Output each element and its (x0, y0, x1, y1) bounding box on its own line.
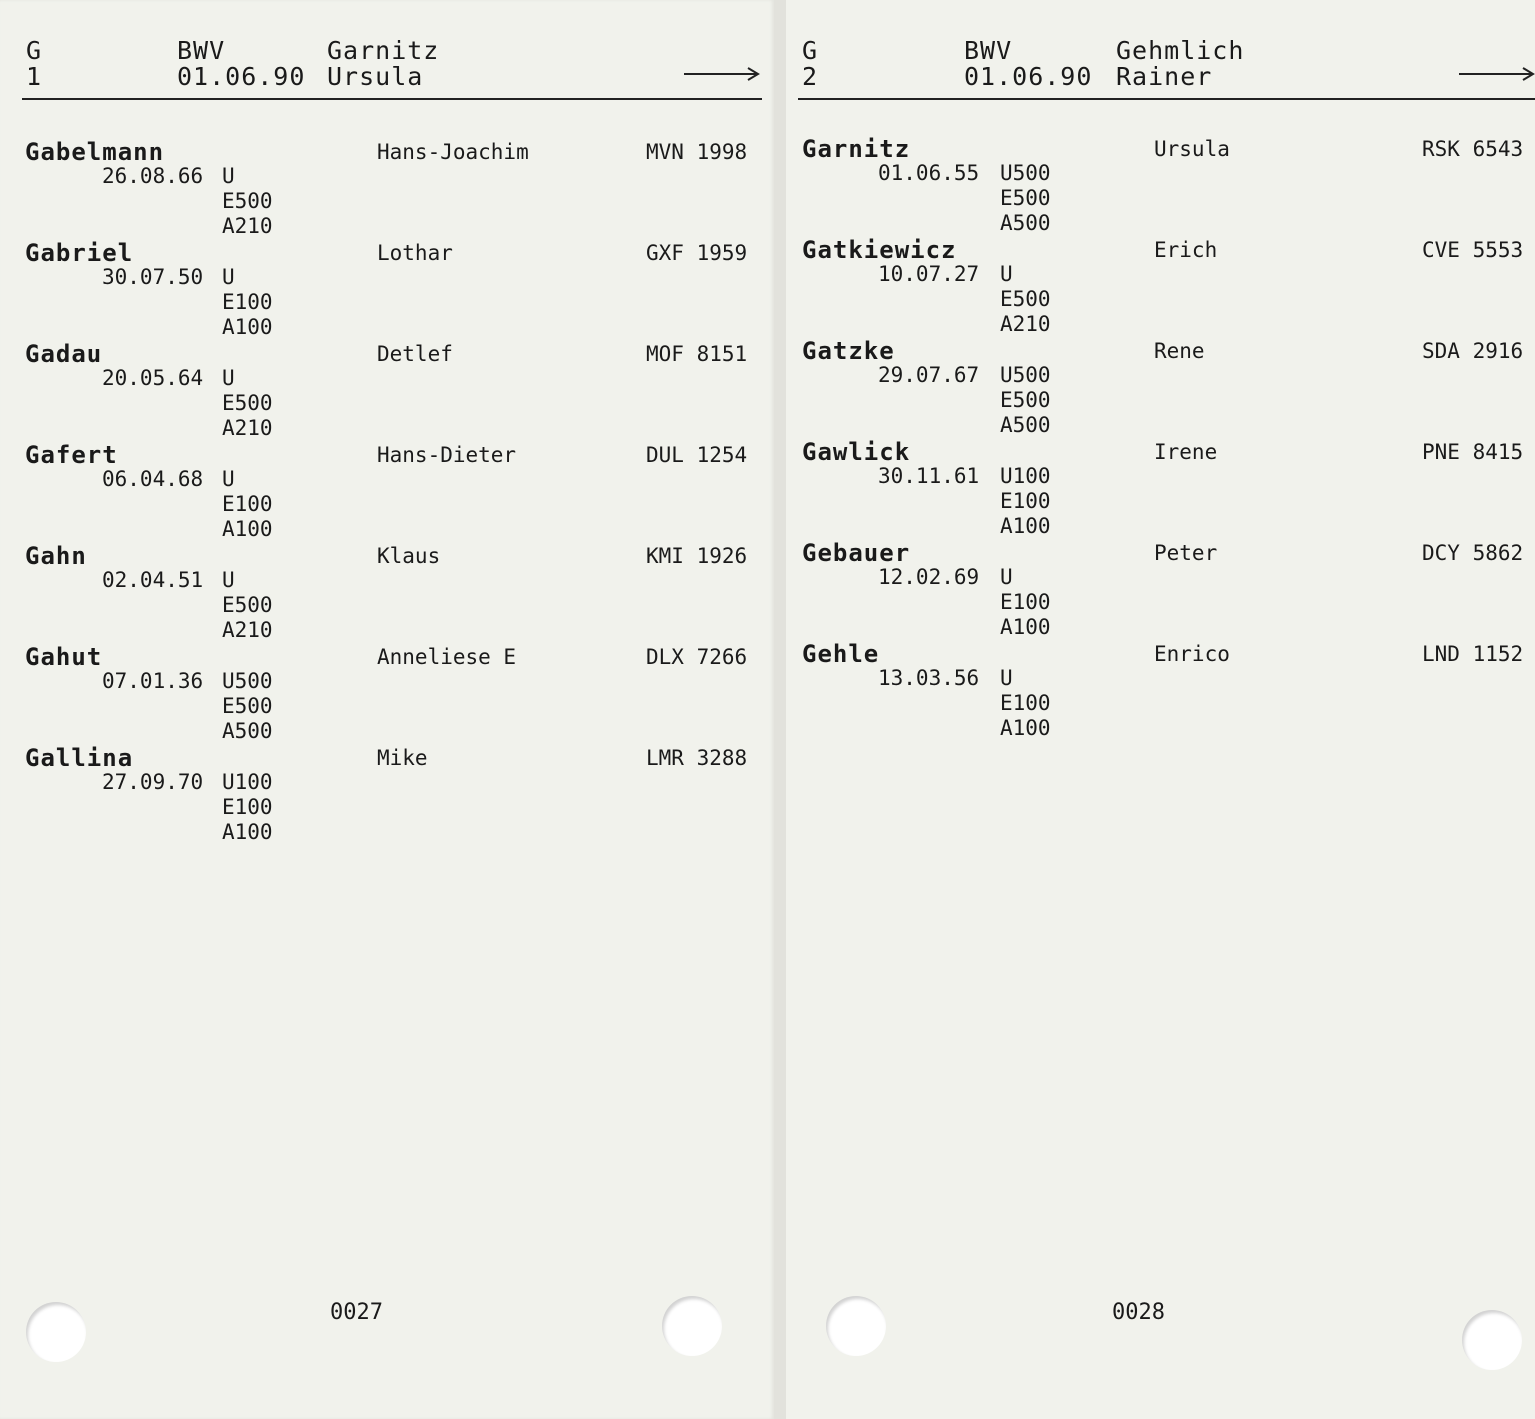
entry-code: E500 (222, 694, 273, 718)
entry-date: 07.01.36 (102, 669, 204, 693)
entry-first-name: Ursula (1154, 137, 1230, 161)
entry-code: E100 (222, 492, 273, 516)
list-item (786, 137, 1535, 238)
header-number: 1 (26, 62, 43, 91)
entry-code: A210 (222, 618, 273, 642)
entry-code: U500 (222, 669, 273, 693)
entry-code: U (1000, 262, 1013, 286)
header-letter: G (802, 36, 819, 65)
entry-code: U (222, 568, 235, 592)
list-item (0, 140, 774, 241)
entry-reference: LND 1152 (1422, 642, 1524, 666)
page-number: 0028 (1112, 1300, 1165, 1325)
entry-code: U500 (1000, 363, 1051, 387)
entry-reference: LMR 3288 (646, 746, 748, 770)
header-rule (798, 98, 1535, 100)
page-header (798, 36, 1535, 100)
entry-code: E500 (222, 189, 273, 213)
page-header (22, 36, 762, 100)
entry-reference: CVE 5553 (1422, 238, 1524, 262)
list-item (0, 241, 774, 342)
entry-first-name: Anneliese E (377, 645, 517, 669)
list-item (0, 645, 774, 746)
list-item (0, 544, 774, 645)
header-number: 2 (802, 62, 819, 91)
entry-last-name: Gebauer (802, 539, 911, 567)
entry-code: E500 (222, 593, 273, 617)
entry-code: U (222, 366, 235, 390)
header-letter: G (26, 36, 43, 65)
list-item (786, 642, 1535, 743)
header-last-name: Gehmlich (1116, 36, 1245, 65)
entry-code: E500 (1000, 388, 1051, 412)
entry-code: E100 (1000, 590, 1051, 614)
entry-code: E100 (1000, 489, 1051, 513)
entry-date: 30.11.61 (878, 464, 980, 488)
entry-code: A500 (222, 719, 273, 743)
entry-last-name: Gallina (25, 744, 134, 772)
punch-hole (826, 1296, 886, 1356)
entry-date: 01.06.55 (878, 161, 980, 185)
entry-code: E500 (1000, 186, 1051, 210)
entry-date: 12.02.69 (878, 565, 980, 589)
list-item (0, 342, 774, 443)
header-date: 01.06.90 (964, 62, 1093, 91)
punch-hole (1462, 1310, 1522, 1370)
entry-first-name: Hans-Dieter (377, 443, 517, 467)
entry-last-name: Gehle (802, 640, 880, 668)
entry-code: A100 (222, 820, 273, 844)
entry-reference: MVN 1998 (646, 140, 748, 164)
entry-reference: RSK 6543 (1422, 137, 1524, 161)
entry-reference: MOF 8151 (646, 342, 748, 366)
entry-code: E100 (222, 290, 273, 314)
page-right (786, 0, 1535, 1419)
entry-reference: SDA 2916 (1422, 339, 1524, 363)
entry-code: A100 (1000, 514, 1051, 538)
entry-last-name: Gahut (25, 643, 103, 671)
punch-hole (662, 1296, 722, 1356)
entry-last-name: Gatzke (802, 337, 895, 365)
entry-first-name: Enrico (1154, 642, 1230, 666)
header-first-name: Rainer (1116, 62, 1213, 91)
entry-first-name: Peter (1154, 541, 1218, 565)
entry-code: A100 (222, 315, 273, 339)
entry-code: U (222, 467, 235, 491)
entry-code: A100 (1000, 716, 1051, 740)
entry-code: A500 (1000, 211, 1051, 235)
list-item (786, 238, 1535, 339)
entry-date: 10.07.27 (878, 262, 980, 286)
entry-code: E500 (222, 391, 273, 415)
entry-code: U500 (1000, 161, 1051, 185)
header-rule (22, 98, 762, 100)
entry-last-name: Gatkiewicz (802, 236, 957, 264)
entry-code: A210 (1000, 312, 1051, 336)
entry-reference: GXF 1959 (646, 241, 748, 265)
entry-code: U (222, 265, 235, 289)
entry-date: 06.04.68 (102, 467, 204, 491)
entry-first-name: Detlef (377, 342, 453, 366)
entry-code: E100 (1000, 691, 1051, 715)
entry-code: A100 (1000, 615, 1051, 639)
header-first-name: Ursula (327, 62, 424, 91)
header-code: BWV (177, 36, 226, 65)
entry-code: A210 (222, 214, 273, 238)
entry-date: 13.03.56 (878, 666, 980, 690)
entry-code: E500 (1000, 287, 1051, 311)
list-item (786, 339, 1535, 440)
entry-first-name: Irene (1154, 440, 1218, 464)
entry-code: U (1000, 565, 1013, 589)
entry-first-name: Hans-Joachim (377, 140, 529, 164)
header-date: 01.06.90 (177, 62, 306, 91)
entry-date: 26.08.66 (102, 164, 204, 188)
list-item (786, 440, 1535, 541)
entry-last-name: Garnitz (802, 135, 911, 163)
page-gutter (774, 0, 786, 1419)
list-item (0, 443, 774, 544)
entry-first-name: Klaus (377, 544, 441, 568)
entry-first-name: Lothar (377, 241, 453, 265)
entry-last-name: Gabelmann (25, 138, 165, 166)
list-item (786, 541, 1535, 642)
entry-code: U100 (222, 770, 273, 794)
entry-reference: PNE 8415 (1422, 440, 1524, 464)
punch-hole (26, 1302, 86, 1362)
entry-first-name: Erich (1154, 238, 1218, 262)
arrow-right-icon (682, 66, 762, 82)
entry-reference: DUL 1254 (646, 443, 748, 467)
list-item (0, 746, 774, 847)
entry-code: A100 (222, 517, 273, 541)
entry-last-name: Gahn (25, 542, 87, 570)
entry-code: U100 (1000, 464, 1051, 488)
entry-code: E100 (222, 795, 273, 819)
entry-date: 02.04.51 (102, 568, 204, 592)
entry-reference: DCY 5862 (1422, 541, 1524, 565)
entry-code: U (222, 164, 235, 188)
entry-date: 30.07.50 (102, 265, 204, 289)
entry-date: 27.09.70 (102, 770, 204, 794)
entry-first-name: Rene (1154, 339, 1205, 363)
entry-last-name: Gabriel (25, 239, 134, 267)
entry-last-name: Gadau (25, 340, 103, 368)
entry-date: 29.07.67 (878, 363, 980, 387)
entry-code: A210 (222, 416, 273, 440)
header-code: BWV (964, 36, 1013, 65)
entry-reference: KMI 1926 (646, 544, 748, 568)
entry-code: U (1000, 666, 1013, 690)
entry-code: A500 (1000, 413, 1051, 437)
entry-reference: DLX 7266 (646, 645, 748, 669)
page-number: 0027 (330, 1300, 383, 1325)
entry-date: 20.05.64 (102, 366, 204, 390)
entry-first-name: Mike (377, 746, 428, 770)
entry-last-name: Gawlick (802, 438, 911, 466)
header-last-name: Garnitz (327, 36, 440, 65)
arrow-right-icon (1457, 66, 1535, 82)
entry-last-name: Gafert (25, 441, 118, 469)
